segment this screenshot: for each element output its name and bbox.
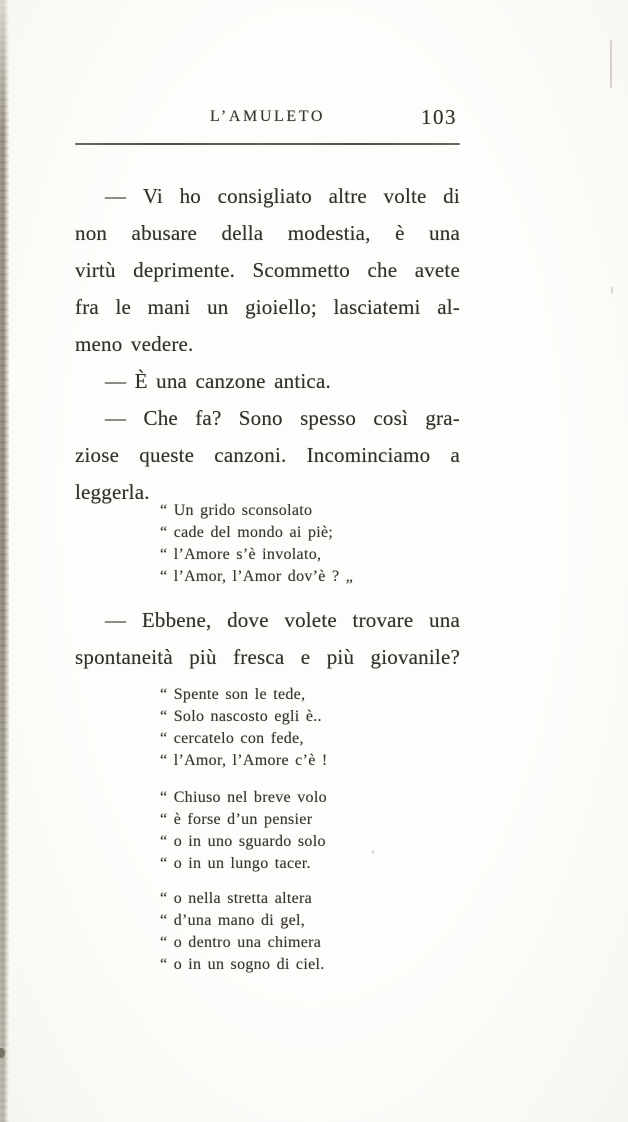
body-line: — È una canzone antica. <box>105 369 331 393</box>
body-line: virtù deprimente. Scommetto che avete <box>75 258 460 282</box>
running-title: L’AMULETO <box>210 108 325 125</box>
body-line: non abusare della modestia, è una <box>75 221 460 245</box>
stray-ink-mark: ‛ <box>371 847 376 862</box>
verse-line: “ Solo nascosto egli è.. <box>160 708 322 725</box>
verse-line: “ Chiuso nel breve volo <box>160 789 327 806</box>
verse-line: “ o dentro una chimera <box>160 934 322 951</box>
prose-block-1 <box>75 178 460 511</box>
verse-line: “ Un grido sconsolato <box>160 502 313 519</box>
verse-line: “ d’una mano di gel, <box>160 912 306 929</box>
scan-gutter-edge <box>0 0 9 1122</box>
body-line: spontaneità più fresca e più giovanile? <box>75 645 460 669</box>
verse-stanza-4 <box>160 888 460 976</box>
verse-line: “ o nella stretta altera <box>160 890 313 907</box>
verse-line: “ o in un sogno di ciel. <box>160 956 325 973</box>
body-line: leggerla. <box>75 480 150 504</box>
body-line: — Vi ho consigliato altre volte di <box>105 184 460 208</box>
verse-line: “ cercatelo con fede, <box>160 730 304 747</box>
text-column <box>75 0 460 1122</box>
header-rule <box>75 143 460 145</box>
verse-line: “ cade del mondo ai piè; <box>160 524 334 541</box>
verse-line: “ o in uno sguardo solo <box>160 833 326 850</box>
scan-right-edge-dot <box>611 287 613 294</box>
verse-line: “ l’Amor, l’Amore c’è ! <box>160 752 328 769</box>
prose-block-2 <box>75 602 460 676</box>
body-line: meno vedere. <box>75 332 194 356</box>
page-header <box>75 105 460 134</box>
scan-right-edge-mark <box>610 40 612 88</box>
body-line: — Che fa? Sono spesso così gra- <box>105 406 460 430</box>
verse-line: “ o in un lungo tacer. <box>160 855 311 872</box>
verse-line: “ Spente son le tede, <box>160 686 306 703</box>
verse-line: “ l’Amor, l’Amor dov’è ? „ <box>160 568 354 585</box>
verse-stanza-1 <box>160 500 460 588</box>
verse-line: “ è forse d’un pensier <box>160 811 313 828</box>
body-line: ziose queste canzoni. Incominciamo a <box>75 443 460 467</box>
page-number: 103 <box>421 105 457 129</box>
verse-line: “ l’Amore s’è involato, <box>160 546 322 563</box>
body-line: fra le mani un gioiello; lasciatemi al- <box>75 295 460 319</box>
body-line: — Ebbene, dove volete trovare una <box>105 608 460 632</box>
verse-stanza-2 <box>160 684 460 772</box>
verse-stanza-3 <box>160 787 460 875</box>
